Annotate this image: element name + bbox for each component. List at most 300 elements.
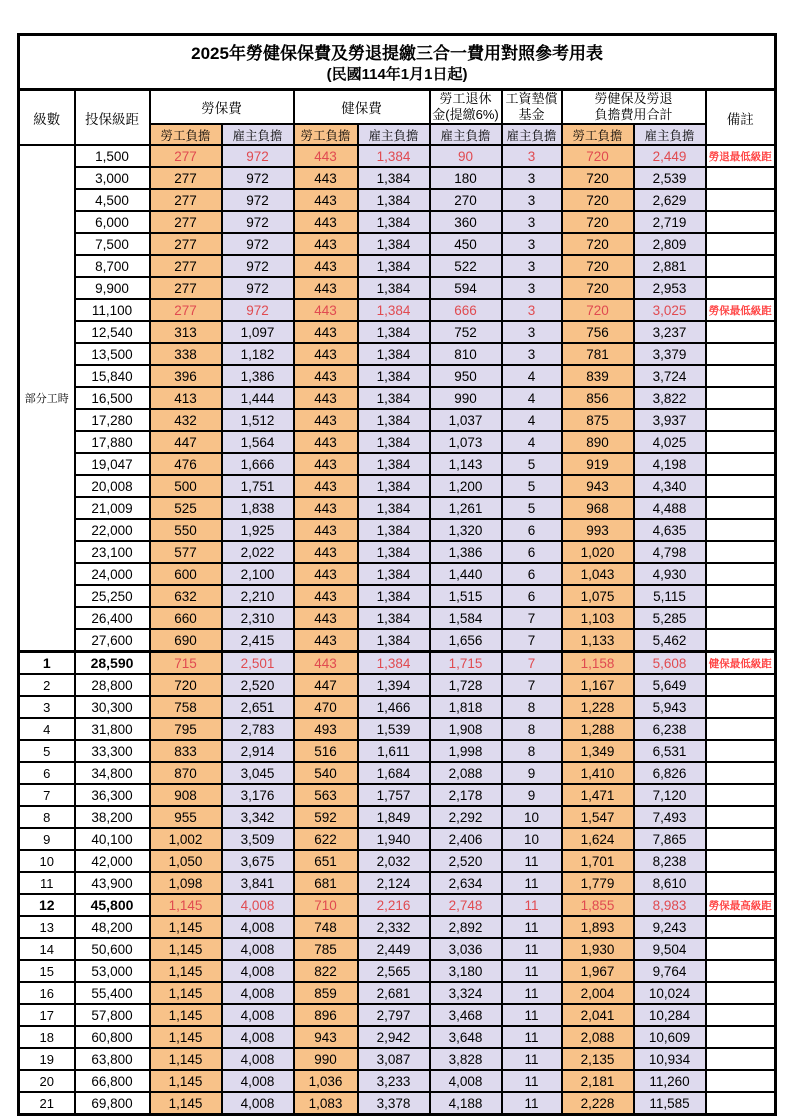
labor-employer-cell: 2,310 bbox=[222, 607, 294, 629]
total-employer-cell: 5,462 bbox=[634, 629, 706, 652]
total-employee-cell: 1,893 bbox=[562, 916, 634, 938]
subheader-pension-employer: 雇主負擔 bbox=[430, 124, 502, 145]
bracket-cell: 50,600 bbox=[75, 938, 150, 960]
total-employer-cell: 4,025 bbox=[634, 431, 706, 453]
health-employee-cell: 563 bbox=[294, 784, 358, 806]
labor-employer-cell: 2,100 bbox=[222, 563, 294, 585]
total-employer-cell: 4,635 bbox=[634, 519, 706, 541]
table-row bbox=[19, 497, 776, 519]
bracket-cell: 45,800 bbox=[75, 894, 150, 916]
fund-employer-cell: 3 bbox=[502, 277, 562, 299]
total-employer-cell: 8,610 bbox=[634, 872, 706, 894]
health-employee-cell: 592 bbox=[294, 806, 358, 828]
remark-cell bbox=[706, 938, 776, 960]
fund-employer-cell: 11 bbox=[502, 872, 562, 894]
fund-employer-cell: 10 bbox=[502, 806, 562, 828]
fund-employer-cell: 9 bbox=[502, 762, 562, 784]
health-employee-cell: 443 bbox=[294, 145, 358, 167]
level-cell: 18 bbox=[19, 1026, 75, 1048]
pension-employer-cell: 1,818 bbox=[430, 696, 502, 718]
labor-employer-cell: 4,008 bbox=[222, 1026, 294, 1048]
bracket-cell: 4,500 bbox=[75, 189, 150, 211]
labor-employer-cell: 2,501 bbox=[222, 652, 294, 675]
fund-employer-cell: 8 bbox=[502, 740, 562, 762]
total-employee-cell: 720 bbox=[562, 277, 634, 299]
total-employee-cell: 993 bbox=[562, 519, 634, 541]
total-employer-cell: 2,629 bbox=[634, 189, 706, 211]
header-pension bbox=[430, 90, 502, 125]
labor-employee-cell: 833 bbox=[150, 740, 222, 762]
bracket-cell: 43,900 bbox=[75, 872, 150, 894]
labor-employer-cell: 3,675 bbox=[222, 850, 294, 872]
labor-employee-cell: 955 bbox=[150, 806, 222, 828]
title-row bbox=[19, 35, 776, 90]
bracket-cell: 27,600 bbox=[75, 629, 150, 652]
level-cell: 1 bbox=[19, 652, 75, 675]
fund-employer-cell: 4 bbox=[502, 431, 562, 453]
remark-cell bbox=[706, 167, 776, 189]
remark-cell bbox=[706, 233, 776, 255]
pension-employer-cell: 990 bbox=[430, 387, 502, 409]
fund-employer-cell: 5 bbox=[502, 497, 562, 519]
total-employee-cell: 856 bbox=[562, 387, 634, 409]
labor-employee-cell: 1,145 bbox=[150, 1048, 222, 1070]
health-employer-cell: 2,942 bbox=[358, 1026, 430, 1048]
pension-employer-cell: 1,728 bbox=[430, 674, 502, 696]
header-wage-fund-line2: 基金 bbox=[518, 107, 545, 122]
total-employer-cell: 9,504 bbox=[634, 938, 706, 960]
health-employee-cell: 443 bbox=[294, 255, 358, 277]
health-employee-cell: 443 bbox=[294, 233, 358, 255]
health-employer-cell: 1,384 bbox=[358, 321, 430, 343]
bracket-cell: 24,000 bbox=[75, 563, 150, 585]
remark-cell bbox=[706, 255, 776, 277]
health-employee-cell: 1,036 bbox=[294, 1070, 358, 1092]
total-employer-cell: 11,585 bbox=[634, 1092, 706, 1115]
labor-employer-cell: 972 bbox=[222, 299, 294, 321]
level-cell: 5 bbox=[19, 740, 75, 762]
health-employee-cell: 785 bbox=[294, 938, 358, 960]
table-row bbox=[19, 652, 776, 675]
total-employer-cell: 4,930 bbox=[634, 563, 706, 585]
bracket-cell: 20,008 bbox=[75, 475, 150, 497]
labor-employee-cell: 476 bbox=[150, 453, 222, 475]
bracket-cell: 13,500 bbox=[75, 343, 150, 365]
table-row bbox=[19, 563, 776, 585]
pension-employer-cell: 1,998 bbox=[430, 740, 502, 762]
fund-employer-cell: 11 bbox=[502, 850, 562, 872]
table-row bbox=[19, 211, 776, 233]
labor-employee-cell: 277 bbox=[150, 277, 222, 299]
total-employer-cell: 3,822 bbox=[634, 387, 706, 409]
labor-employer-cell: 2,651 bbox=[222, 696, 294, 718]
labor-employer-cell: 1,512 bbox=[222, 409, 294, 431]
fund-employer-cell: 3 bbox=[502, 233, 562, 255]
table-body bbox=[19, 145, 776, 1115]
pension-employer-cell: 522 bbox=[430, 255, 502, 277]
labor-employer-cell: 4,008 bbox=[222, 1004, 294, 1026]
bracket-cell: 60,800 bbox=[75, 1026, 150, 1048]
fund-employer-cell: 3 bbox=[502, 343, 562, 365]
total-employee-cell: 720 bbox=[562, 299, 634, 321]
labor-employee-cell: 550 bbox=[150, 519, 222, 541]
pension-employer-cell: 270 bbox=[430, 189, 502, 211]
health-employee-cell: 470 bbox=[294, 696, 358, 718]
health-employer-cell: 1,757 bbox=[358, 784, 430, 806]
total-employee-cell: 2,228 bbox=[562, 1092, 634, 1115]
labor-employee-cell: 1,145 bbox=[150, 1070, 222, 1092]
fund-employer-cell: 4 bbox=[502, 409, 562, 431]
table-row bbox=[19, 916, 776, 938]
remark-cell bbox=[706, 1070, 776, 1092]
fund-employer-cell: 6 bbox=[502, 563, 562, 585]
table-row bbox=[19, 519, 776, 541]
remark-cell bbox=[706, 409, 776, 431]
bracket-cell: 22,000 bbox=[75, 519, 150, 541]
pension-employer-cell: 1,037 bbox=[430, 409, 502, 431]
pension-employer-cell: 1,320 bbox=[430, 519, 502, 541]
total-employer-cell: 8,238 bbox=[634, 850, 706, 872]
labor-employer-cell: 2,415 bbox=[222, 629, 294, 652]
total-employee-cell: 1,158 bbox=[562, 652, 634, 675]
bracket-cell: 16,500 bbox=[75, 387, 150, 409]
fund-employer-cell: 6 bbox=[502, 519, 562, 541]
bracket-cell: 6,000 bbox=[75, 211, 150, 233]
total-employer-cell: 7,865 bbox=[634, 828, 706, 850]
total-employee-cell: 2,004 bbox=[562, 982, 634, 1004]
total-employee-cell: 2,088 bbox=[562, 1026, 634, 1048]
table-row bbox=[19, 299, 776, 321]
health-employee-cell: 710 bbox=[294, 894, 358, 916]
bracket-cell: 69,800 bbox=[75, 1092, 150, 1115]
total-employer-cell: 2,719 bbox=[634, 211, 706, 233]
labor-employer-cell: 1,564 bbox=[222, 431, 294, 453]
header-labor-insurance: 勞保費 bbox=[150, 90, 294, 125]
total-employee-cell: 968 bbox=[562, 497, 634, 519]
remark-cell bbox=[706, 629, 776, 652]
labor-employee-cell: 1,098 bbox=[150, 872, 222, 894]
bracket-cell: 48,200 bbox=[75, 916, 150, 938]
pension-employer-cell: 3,324 bbox=[430, 982, 502, 1004]
bracket-cell: 30,300 bbox=[75, 696, 150, 718]
header-wage-fund-line1: 工資墊償 bbox=[505, 91, 558, 106]
bracket-cell: 26,400 bbox=[75, 607, 150, 629]
bracket-cell: 55,400 bbox=[75, 982, 150, 1004]
part-time-label: 部分工時 bbox=[19, 145, 75, 652]
pension-employer-cell: 2,748 bbox=[430, 894, 502, 916]
total-employee-cell: 720 bbox=[562, 211, 634, 233]
pension-employer-cell: 450 bbox=[430, 233, 502, 255]
bracket-cell: 31,800 bbox=[75, 718, 150, 740]
fund-employer-cell: 11 bbox=[502, 982, 562, 1004]
health-employer-cell: 1,940 bbox=[358, 828, 430, 850]
total-employer-cell: 7,493 bbox=[634, 806, 706, 828]
fund-employer-cell: 11 bbox=[502, 916, 562, 938]
remark-cell bbox=[706, 321, 776, 343]
page-title: 2025年勞健保保費及勞退提繳三合一費用對照參考用表 bbox=[191, 43, 603, 63]
remark-cell: 勞退最低級距 bbox=[706, 145, 776, 167]
total-employer-cell: 3,237 bbox=[634, 321, 706, 343]
labor-employee-cell: 500 bbox=[150, 475, 222, 497]
total-employer-cell: 10,284 bbox=[634, 1004, 706, 1026]
subheader-labor-employer: 雇主負擔 bbox=[222, 124, 294, 145]
remark-cell bbox=[706, 519, 776, 541]
fund-employer-cell: 9 bbox=[502, 784, 562, 806]
fund-employer-cell: 11 bbox=[502, 1004, 562, 1026]
total-employee-cell: 1,075 bbox=[562, 585, 634, 607]
total-employer-cell: 4,198 bbox=[634, 453, 706, 475]
health-employer-cell: 1,539 bbox=[358, 718, 430, 740]
labor-employer-cell: 2,210 bbox=[222, 585, 294, 607]
table-row bbox=[19, 167, 776, 189]
table-row bbox=[19, 960, 776, 982]
table-row bbox=[19, 387, 776, 409]
bracket-cell: 21,009 bbox=[75, 497, 150, 519]
remark-cell bbox=[706, 828, 776, 850]
health-employer-cell: 1,384 bbox=[358, 387, 430, 409]
table-row bbox=[19, 806, 776, 828]
labor-employee-cell: 660 bbox=[150, 607, 222, 629]
total-employer-cell: 10,609 bbox=[634, 1026, 706, 1048]
labor-employee-cell: 1,145 bbox=[150, 1004, 222, 1026]
health-employee-cell: 443 bbox=[294, 563, 358, 585]
pension-employer-cell: 1,515 bbox=[430, 585, 502, 607]
labor-employer-cell: 3,342 bbox=[222, 806, 294, 828]
table-row bbox=[19, 718, 776, 740]
labor-employer-cell: 3,176 bbox=[222, 784, 294, 806]
labor-employer-cell: 1,838 bbox=[222, 497, 294, 519]
health-employee-cell: 443 bbox=[294, 652, 358, 675]
labor-employee-cell: 908 bbox=[150, 784, 222, 806]
level-cell: 3 bbox=[19, 696, 75, 718]
total-employer-cell: 2,881 bbox=[634, 255, 706, 277]
table-row bbox=[19, 629, 776, 652]
remark-cell: 健保最低級距 bbox=[706, 652, 776, 675]
remark-cell: 勞保最低級距 bbox=[706, 299, 776, 321]
bracket-cell: 66,800 bbox=[75, 1070, 150, 1092]
total-employee-cell: 1,043 bbox=[562, 563, 634, 585]
labor-employer-cell: 1,386 bbox=[222, 365, 294, 387]
labor-employee-cell: 277 bbox=[150, 233, 222, 255]
health-employer-cell: 2,216 bbox=[358, 894, 430, 916]
remark-cell bbox=[706, 806, 776, 828]
health-employer-cell: 3,378 bbox=[358, 1092, 430, 1115]
total-employer-cell: 3,379 bbox=[634, 343, 706, 365]
labor-employer-cell: 4,008 bbox=[222, 1048, 294, 1070]
labor-employee-cell: 277 bbox=[150, 299, 222, 321]
remark-cell bbox=[706, 189, 776, 211]
total-employer-cell: 6,238 bbox=[634, 718, 706, 740]
pension-employer-cell: 2,634 bbox=[430, 872, 502, 894]
pension-employer-cell: 3,828 bbox=[430, 1048, 502, 1070]
labor-employee-cell: 277 bbox=[150, 255, 222, 277]
total-employer-cell: 10,024 bbox=[634, 982, 706, 1004]
pension-employer-cell: 1,715 bbox=[430, 652, 502, 675]
table-row bbox=[19, 607, 776, 629]
pension-employer-cell: 666 bbox=[430, 299, 502, 321]
total-employee-cell: 1,855 bbox=[562, 894, 634, 916]
labor-employer-cell: 4,008 bbox=[222, 916, 294, 938]
table-row bbox=[19, 409, 776, 431]
remark-cell bbox=[706, 872, 776, 894]
total-employer-cell: 5,608 bbox=[634, 652, 706, 675]
labor-employee-cell: 1,145 bbox=[150, 1092, 222, 1115]
labor-employee-cell: 600 bbox=[150, 563, 222, 585]
total-employer-cell: 5,115 bbox=[634, 585, 706, 607]
total-employer-cell: 3,724 bbox=[634, 365, 706, 387]
pension-employer-cell: 3,648 bbox=[430, 1026, 502, 1048]
level-cell: 8 bbox=[19, 806, 75, 828]
remark-cell bbox=[706, 563, 776, 585]
total-employer-cell: 11,260 bbox=[634, 1070, 706, 1092]
pension-employer-cell: 360 bbox=[430, 211, 502, 233]
remark-cell bbox=[706, 607, 776, 629]
fund-employer-cell: 3 bbox=[502, 189, 562, 211]
bracket-cell: 19,047 bbox=[75, 453, 150, 475]
health-employer-cell: 1,384 bbox=[358, 519, 430, 541]
labor-employer-cell: 1,751 bbox=[222, 475, 294, 497]
bracket-cell: 28,590 bbox=[75, 652, 150, 675]
total-employer-cell: 4,340 bbox=[634, 475, 706, 497]
total-employee-cell: 1,624 bbox=[562, 828, 634, 850]
labor-employee-cell: 758 bbox=[150, 696, 222, 718]
level-cell: 15 bbox=[19, 960, 75, 982]
health-employer-cell: 1,384 bbox=[358, 211, 430, 233]
labor-employer-cell: 2,022 bbox=[222, 541, 294, 563]
total-employee-cell: 890 bbox=[562, 431, 634, 453]
remark-cell bbox=[706, 1004, 776, 1026]
total-employee-cell: 1,471 bbox=[562, 784, 634, 806]
health-employee-cell: 681 bbox=[294, 872, 358, 894]
total-employee-cell: 720 bbox=[562, 145, 634, 167]
health-employer-cell: 1,384 bbox=[358, 343, 430, 365]
remark-cell bbox=[706, 1092, 776, 1115]
level-cell: 4 bbox=[19, 718, 75, 740]
total-employee-cell: 2,181 bbox=[562, 1070, 634, 1092]
remark-cell: 勞保最高級距 bbox=[706, 894, 776, 916]
pension-employer-cell: 1,386 bbox=[430, 541, 502, 563]
health-employee-cell: 447 bbox=[294, 674, 358, 696]
health-employee-cell: 443 bbox=[294, 167, 358, 189]
health-employer-cell: 1,466 bbox=[358, 696, 430, 718]
health-employee-cell: 990 bbox=[294, 1048, 358, 1070]
labor-employee-cell: 432 bbox=[150, 409, 222, 431]
header-pension-line1: 勞工退休 bbox=[439, 91, 492, 106]
health-employee-cell: 443 bbox=[294, 453, 358, 475]
health-employee-cell: 443 bbox=[294, 431, 358, 453]
total-employee-cell: 1,349 bbox=[562, 740, 634, 762]
pension-employer-cell: 3,036 bbox=[430, 938, 502, 960]
health-employer-cell: 2,681 bbox=[358, 982, 430, 1004]
header-remark: 備註 bbox=[706, 90, 776, 146]
fund-employer-cell: 3 bbox=[502, 321, 562, 343]
labor-employer-cell: 3,509 bbox=[222, 828, 294, 850]
labor-employer-cell: 972 bbox=[222, 255, 294, 277]
labor-employer-cell: 972 bbox=[222, 233, 294, 255]
health-employer-cell: 1,611 bbox=[358, 740, 430, 762]
premium-table bbox=[17, 33, 777, 1116]
fund-employer-cell: 6 bbox=[502, 541, 562, 563]
fund-employer-cell: 8 bbox=[502, 718, 562, 740]
health-employee-cell: 651 bbox=[294, 850, 358, 872]
table-row bbox=[19, 453, 776, 475]
fund-employer-cell: 5 bbox=[502, 475, 562, 497]
labor-employee-cell: 577 bbox=[150, 541, 222, 563]
subheader-total-employer: 雇主負擔 bbox=[634, 124, 706, 145]
total-employer-cell: 2,809 bbox=[634, 233, 706, 255]
table-row bbox=[19, 585, 776, 607]
labor-employee-cell: 413 bbox=[150, 387, 222, 409]
pension-employer-cell: 180 bbox=[430, 167, 502, 189]
total-employee-cell: 781 bbox=[562, 343, 634, 365]
remark-cell bbox=[706, 365, 776, 387]
table-row bbox=[19, 740, 776, 762]
labor-employer-cell: 4,008 bbox=[222, 982, 294, 1004]
remark-cell bbox=[706, 960, 776, 982]
pension-employer-cell: 3,180 bbox=[430, 960, 502, 982]
premium-reference-sheet bbox=[17, 33, 774, 1116]
labor-employee-cell: 1,145 bbox=[150, 916, 222, 938]
table-row bbox=[19, 277, 776, 299]
labor-employer-cell: 3,841 bbox=[222, 872, 294, 894]
remark-cell bbox=[706, 453, 776, 475]
health-employer-cell: 1,384 bbox=[358, 233, 430, 255]
pension-employer-cell: 1,261 bbox=[430, 497, 502, 519]
pension-employer-cell: 1,143 bbox=[430, 453, 502, 475]
total-employee-cell: 720 bbox=[562, 189, 634, 211]
total-employer-cell: 2,539 bbox=[634, 167, 706, 189]
remark-cell bbox=[706, 211, 776, 233]
health-employer-cell: 2,332 bbox=[358, 916, 430, 938]
bracket-cell: 57,800 bbox=[75, 1004, 150, 1026]
health-employer-cell: 3,087 bbox=[358, 1048, 430, 1070]
total-employer-cell: 2,449 bbox=[634, 145, 706, 167]
labor-employer-cell: 1,182 bbox=[222, 343, 294, 365]
remark-cell bbox=[706, 1048, 776, 1070]
fund-employer-cell: 11 bbox=[502, 1026, 562, 1048]
health-employer-cell: 1,384 bbox=[358, 409, 430, 431]
bracket-cell: 33,300 bbox=[75, 740, 150, 762]
fund-employer-cell: 4 bbox=[502, 365, 562, 387]
total-employer-cell: 7,120 bbox=[634, 784, 706, 806]
total-employee-cell: 875 bbox=[562, 409, 634, 431]
labor-employee-cell: 1,145 bbox=[150, 894, 222, 916]
labor-employee-cell: 277 bbox=[150, 145, 222, 167]
table-row bbox=[19, 674, 776, 696]
labor-employee-cell: 396 bbox=[150, 365, 222, 387]
level-cell: 21 bbox=[19, 1092, 75, 1115]
total-employee-cell: 2,041 bbox=[562, 1004, 634, 1026]
fund-employer-cell: 7 bbox=[502, 607, 562, 629]
subheader-health-employee: 勞工負擔 bbox=[294, 124, 358, 145]
total-employer-cell: 3,025 bbox=[634, 299, 706, 321]
total-employee-cell: 1,228 bbox=[562, 696, 634, 718]
labor-employee-cell: 277 bbox=[150, 167, 222, 189]
table-row bbox=[19, 343, 776, 365]
health-employee-cell: 443 bbox=[294, 299, 358, 321]
remark-cell bbox=[706, 982, 776, 1004]
health-employer-cell: 2,797 bbox=[358, 1004, 430, 1026]
fund-employer-cell: 3 bbox=[502, 145, 562, 167]
bracket-cell: 12,540 bbox=[75, 321, 150, 343]
pension-employer-cell: 1,200 bbox=[430, 475, 502, 497]
total-employee-cell: 756 bbox=[562, 321, 634, 343]
health-employee-cell: 859 bbox=[294, 982, 358, 1004]
level-cell: 19 bbox=[19, 1048, 75, 1070]
health-employee-cell: 622 bbox=[294, 828, 358, 850]
remark-cell bbox=[706, 696, 776, 718]
total-employee-cell: 839 bbox=[562, 365, 634, 387]
